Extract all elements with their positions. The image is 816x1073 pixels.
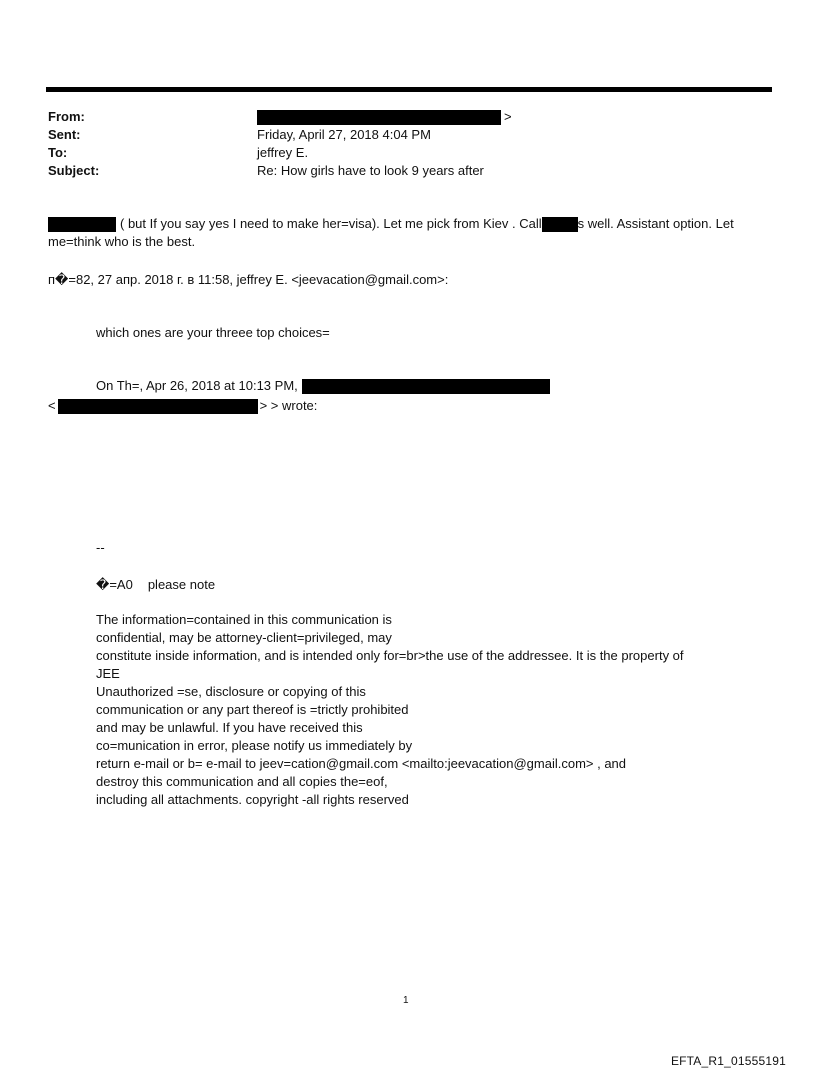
lt-bracket: < [48,398,56,413]
note-prefix: �=A0 [96,577,133,592]
page-number: 1 [403,995,409,1006]
sent-label: Sent: [48,127,81,142]
bates-number: EFTA_R1_01555191 [670,1054,786,1068]
subject-label: Subject: [48,163,100,178]
disclaimer-line: JEE [96,666,120,681]
body-line-1 [48,215,734,233]
disclaimer-line: confidential, may be attorney-client=privileged, may [96,630,392,645]
from-value [257,108,512,126]
redaction-box [257,110,501,125]
disclaimer-line: including all attachments. copyright -all rights reserved [96,792,409,807]
wrote-text: > > wrote: [259,398,318,413]
subject-value: Re: How girls have to look 9 years after [257,163,484,178]
sent-value: Friday, April 27, 2018 4:04 PM [257,127,431,142]
disclaimer-line: and may be unlawful. If you have received this [96,720,363,735]
please-note-line [96,576,215,594]
signature-dashes: -- [96,540,105,555]
to-value: jeffrey E. [257,145,309,160]
body-line-2: me=think who is the best. [48,234,196,249]
quoted-question: which ones are your threee top choices= [96,325,330,340]
disclaimer-line: The information=contained in this communication is [96,612,392,627]
disclaimer-line: communication or any part thereof is =trictly prohibited [96,702,409,717]
from-suffix: > [504,109,512,124]
disclaimer-line: return e-mail or b= e-mail to jeev=cation@gmail.com <mailto:jeevacation@gmail.com> , and [96,756,627,771]
from-label: From: [48,109,85,124]
quoted-sender-line [48,397,317,415]
redaction-box [58,399,258,414]
disclaimer-line: constitute inside information, and is intended only for=br>the use of the addressee. It is the property of [96,648,684,663]
body-line-1-part-1: ( but If you say yes I need to make her=visa). Let me pick from Kiev . Call [120,216,542,231]
please-note: please note [147,577,216,592]
disclaimer-line: co=munication in error, please notify us immediately by [96,738,413,753]
quote-header: п�=82, 27 апр. 2018 г. в 11:58, jeffrey E. <jeevacation@gmail.com>: [48,272,449,287]
redaction-box [302,379,550,394]
disclaimer-line: destroy this communication and all copies the=eof, [96,774,388,789]
quoted-date-line [96,377,550,395]
body-line-1-part-2: s well. Assistant option. Let [577,216,734,231]
redaction-box [542,217,578,232]
disclaimer-line: Unauthorized =se, disclosure or copying of this [96,684,366,699]
header-rule [46,87,772,92]
to-label: To: [48,145,68,160]
quoted-date: On Th=, Apr 26, 2018 at 10:13 PM, [96,378,298,393]
redaction-box [48,217,116,232]
